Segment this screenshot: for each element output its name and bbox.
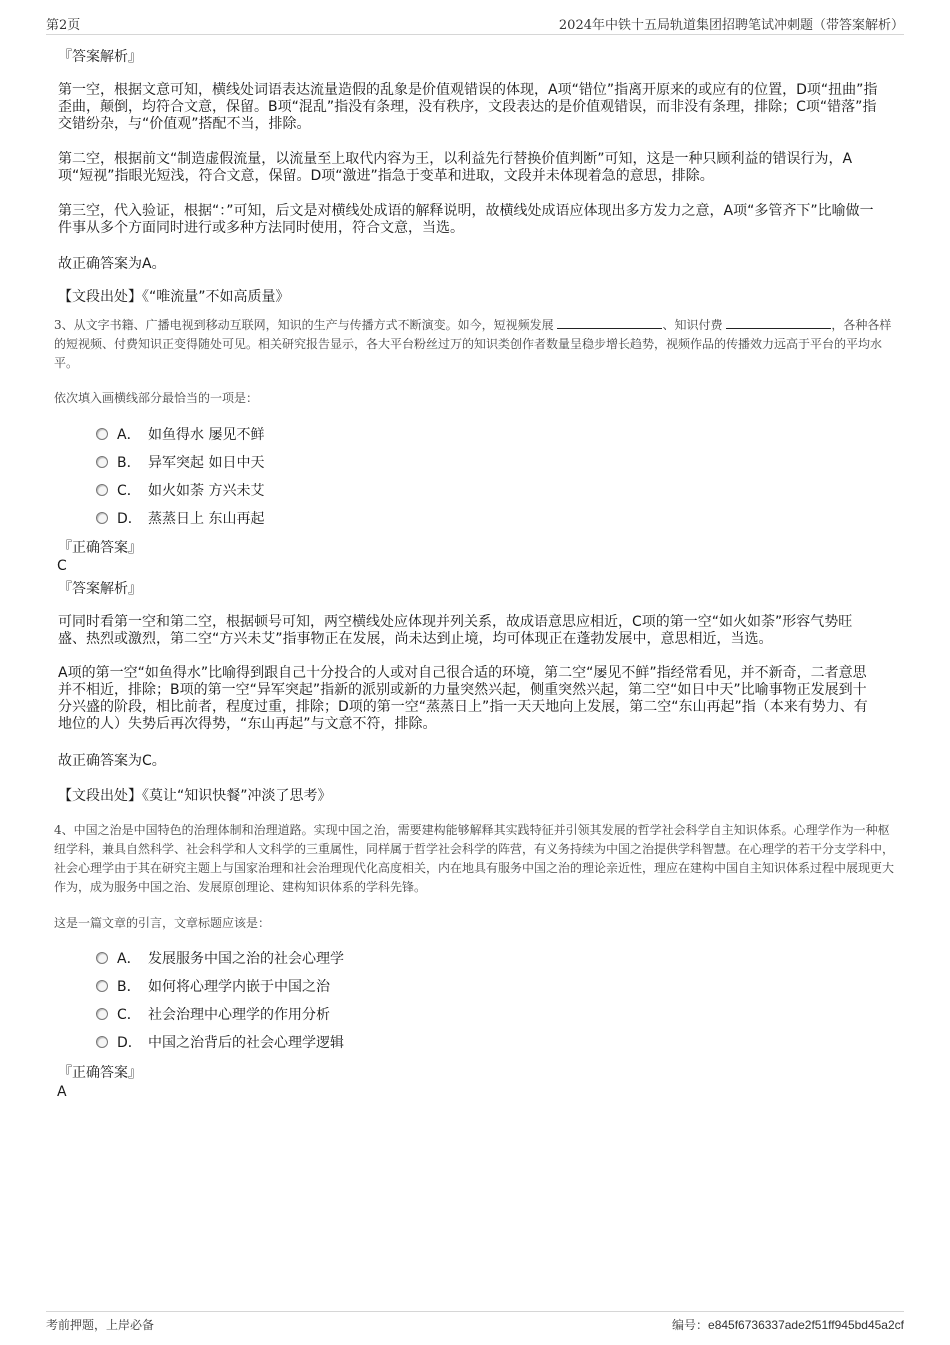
source-citation: 【文段出处】《“唯流量”不如高质量》 (58, 289, 290, 305)
correct-answer: C (57, 558, 67, 574)
analysis-heading: 『答案解析』 (58, 49, 142, 65)
source-citation: 【文段出处】《莫让“知识快餐”冲淡了思考》 (58, 788, 332, 804)
correct-answer-heading: 『正确答案』 (58, 540, 142, 556)
radio-button[interactable] (96, 980, 108, 992)
option-b[interactable]: B． 如何将心理学内嵌于中国之治 (96, 977, 330, 997)
radio-button[interactable] (96, 952, 108, 964)
radio-button[interactable] (96, 456, 108, 468)
document-title: 2024年中铁十五局轨道集团招聘笔试冲刺题（带答案解析） (558, 18, 904, 33)
option-a[interactable]: A． 发展服务中国之治的社会心理学 (96, 949, 344, 969)
analysis-heading: 『答案解析』 (58, 581, 142, 597)
footer-slogan: 考前押题，上岸必备 (46, 1318, 155, 1332)
question-prompt: 这是一篇文章的引言，文章标题应该是： (54, 916, 271, 930)
correct-answer-heading: 『正确答案』 (58, 1065, 142, 1081)
radio-button[interactable] (96, 428, 108, 440)
question-3-text: 3、从文字书籍、广播电视到移动互联网，知识的生产与传播方式不断演变。如今，短视频发展 、知识付费 ，各种各样的短视频、付费知识正变得随处可见。相关研究报告显示，各大平台粉丝过万的知识类创作者数量呈稳步增长趋势，视频作品的传播效力远高于平台的平均水平。 (54, 318, 892, 370)
option-c[interactable]: C． 如火如荼 方兴未艾 (96, 481, 264, 501)
analysis-paragraph: 可同时看第一空和第二空，根据顿号可知，两空横线处应体现并列关系，故成语意思应相近，C项的第一空“如火如荼”形容气势旺盛、热烈或激烈，第二空“方兴未艾”指事物正在发展，尚未达到止境，均可体现正在蓬勃发展中，意思相近，当选。 (58, 614, 853, 647)
radio-button[interactable] (96, 484, 108, 496)
page-number: 第2页 (46, 18, 81, 33)
correct-answer: A (57, 1084, 67, 1100)
fill-blank (557, 316, 662, 329)
final-answer: 故正确答案为C。 (58, 753, 166, 769)
document-code: 编号：e845f6736337ade2f51ff945bd45a2cf (672, 1318, 904, 1332)
analysis-paragraph: 第三空，代入验证，根据“：”可知，后文是对横线处成语的解释说明，故横线处成语应体现出多方发力之意，A项“多管齐下”比喻做一件事从多个方面同时进行或多种方法同时使用，符合文意，当选。 (58, 203, 874, 236)
fill-blank (726, 316, 831, 329)
final-answer: 故正确答案为A。 (58, 256, 166, 272)
page-footer (46, 1311, 904, 1332)
analysis-paragraph: 第二空，根据前文“制造虚假流量，以流量至上取代内容为王，以利益先行替换价值判断”可知，这是一种只顾利益的错误行为，A项“短视”指眼光短浅，符合文意，保留。D项“激进”指急于变革和进取，文段并未体现着急的意思，排除。 (58, 151, 853, 184)
analysis-paragraph: 第一空，根据文意可知，横线处词语表达流量造假的乱象是价值观错误的体现，A项“错位”指离开原来的或应有的位置，D项“扭曲”指歪曲，颠倒，均符合文意，保留。B项“混乱”指没有条理，没有秩序，文段表达的是价值观错误，而非没有条理，排除；C项“错落”指交错纷杂，与“价值观”搭配不当，排除。 (58, 82, 878, 132)
radio-button[interactable] (96, 512, 108, 524)
option-d[interactable]: D． 蒸蒸日上 东山再起 (96, 509, 264, 529)
radio-button[interactable] (96, 1036, 108, 1048)
page-header (46, 14, 904, 35)
question-4-text: 4、中国之治是中国特色的治理体制和治理道路。实现中国之治，需要建构能够解释其实践特征并引领其发展的哲学社会科学自主知识体系。心理学作为一种枢纽学科，兼具自然科学、社会科学和人文科学的三重属性，同样属于哲学社会科学的阵营，有义务持续为中国之治提供学科智慧。在心理学的若干分支学科中，社会心理学由于其在研究主题上与国家治理和社会治理现代化高度相关，内在地具有服务中国之治的理论亲近性，理应在建构中国自主知识体系过程中展现更大作为，成为服务中国之治、发展原创理论、建构知识体系的学科先锋。 (54, 823, 895, 894)
question-prompt: 依次填入画横线部分最恰当的一项是： (54, 391, 259, 405)
analysis-paragraph: A项的第一空“如鱼得水”比喻得到跟自己十分投合的人或对自己很合适的环境，第二空“屡见不鲜”指经常看见，并不新奇，二者意思并不相近，排除；B项的第一空“异军突起”指新的派别或新的力量突然兴起，侧重突然兴起，第二空“如日中天”比喻事物正发展到十分兴盛的阶段，相比前者，程度过重，排除；D项的第一空“蒸蒸日上”指一天天地向上发展，第二空“东山再起”指（本来有势力、有地位的人）失势后再次得势，“东山再起”与文意不符，排除。 (58, 665, 868, 732)
option-d[interactable]: D． 中国之治背后的社会心理学逻辑 (96, 1033, 344, 1053)
option-a[interactable]: A． 如鱼得水 屡见不鲜 (96, 425, 264, 445)
radio-button[interactable] (96, 1008, 108, 1020)
option-b[interactable]: B． 异军突起 如日中天 (96, 453, 264, 473)
option-c[interactable]: C． 社会治理中心理学的作用分析 (96, 1005, 330, 1025)
